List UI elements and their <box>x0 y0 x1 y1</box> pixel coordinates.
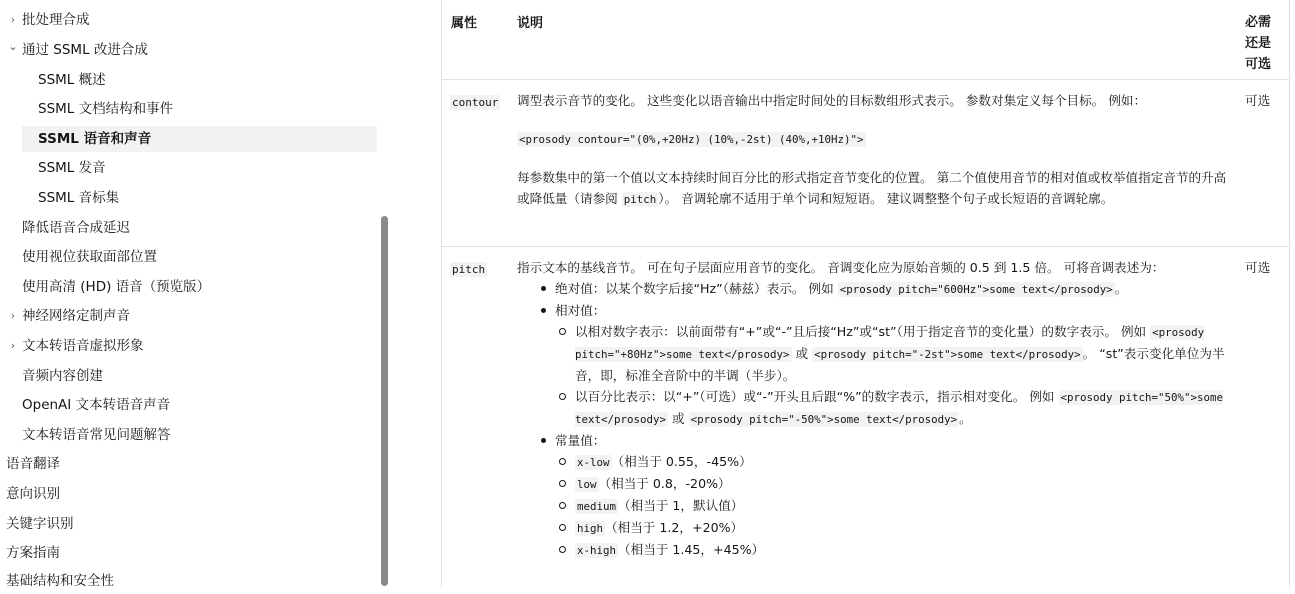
text-span: 相对值： <box>555 303 606 318</box>
sidebar-item-ssml-structure[interactable] <box>0 96 377 122</box>
sidebar-toc <box>0 0 392 589</box>
sidebar-item-label: SSML 音标集 <box>38 190 120 206</box>
code-example <box>517 128 1229 150</box>
header-description: 说明 <box>517 16 544 31</box>
attribute-name: contour <box>452 96 499 109</box>
table-row-contour <box>442 80 1289 247</box>
sidebar-item-avatar[interactable] <box>0 333 377 359</box>
text-span: 绝对值：以某个数字后接“Hz”（赫兹）表示。 例如 <box>555 281 838 296</box>
attribute-cell <box>450 91 500 110</box>
code-snippet: <prosody pitch="-50%">some text</prosody> <box>690 413 958 426</box>
sidebar-item-infrastructure[interactable] <box>0 568 377 594</box>
list-item <box>555 539 1229 561</box>
pitch-value-list <box>517 278 1229 561</box>
list-item-constant <box>517 430 1229 561</box>
sidebar-item-faq[interactable] <box>0 422 377 448</box>
sidebar-item-label: SSML 发音 <box>38 160 106 176</box>
text-span: 常量值： <box>555 433 606 448</box>
code-snippet: high <box>577 522 604 535</box>
list-item <box>555 495 1229 517</box>
sidebar-item-label: 降低语音合成延迟 <box>22 220 130 236</box>
text-span: （相当于 0.55，-45%） <box>611 454 752 469</box>
sidebar-item-label: 关键字识别 <box>6 516 74 532</box>
sidebar-item-audio-content[interactable] <box>0 363 377 389</box>
relative-sublist <box>555 321 1229 430</box>
sidebar-item-scenarios[interactable] <box>0 540 377 566</box>
sidebar-item-ssml-voice[interactable] <box>22 126 377 152</box>
sidebar-item-ssml-improve[interactable] <box>0 37 377 63</box>
text-span: 以相对数字表示：以前面带有“+”或“-”且后接“Hz”或“st”（用于指定音节的变化量）的数字表示。 例如 <box>575 324 1151 339</box>
table-row-pitch <box>442 247 1289 587</box>
sidebar-item-batch-synthesis[interactable] <box>0 7 377 33</box>
sidebar-item-openai-voices[interactable] <box>0 392 377 418</box>
sidebar-item-label: 神经网络定制声音 <box>22 308 130 324</box>
sidebar-item-latency[interactable] <box>0 215 377 241</box>
sidebar-item-label: SSML 概述 <box>38 72 106 88</box>
sidebar-item-ssml-pronunciation[interactable] <box>0 155 377 181</box>
code-snippet: x-high <box>577 544 617 557</box>
list-item-relative <box>517 300 1229 430</box>
sidebar-item-label: 使用高清 (HD) 语音（预览版） <box>22 279 211 295</box>
sidebar-item-intent[interactable] <box>0 481 377 507</box>
sidebar-item-label: OpenAI 文本转语音声音 <box>22 397 171 413</box>
code-snippet: <prosody pitch="-2st">some text</prosody> <box>814 348 1081 361</box>
sidebar-item-label: 意向识别 <box>6 486 60 502</box>
attribute-table <box>441 0 1290 587</box>
sidebar-item-keyword[interactable] <box>0 511 377 537</box>
text-span: （相当于 0.8，-20%） <box>598 476 731 491</box>
sidebar-item-label: 使用视位获取面部位置 <box>22 249 157 265</box>
code-snippet: medium <box>577 500 617 513</box>
attribute-cell <box>450 258 487 277</box>
code-snippet: <prosody pitch="600Hz">some text</prosody> <box>839 283 1113 296</box>
code-snippet: x-low <box>577 456 610 469</box>
description-cell <box>517 257 1229 561</box>
sidebar-item-label: 通过 SSML 改进合成 <box>22 42 148 58</box>
sidebar-item-label: 基础结构和安全性 <box>6 573 114 589</box>
sidebar-item-speech-translation[interactable] <box>0 451 377 477</box>
text-span: 或 <box>668 411 689 426</box>
code-snippet: low <box>577 478 597 491</box>
table-header-row <box>442 0 1289 80</box>
sidebar-item-label: 文本转语音常见问题解答 <box>22 427 171 443</box>
sidebar-item-label: 音频内容创建 <box>22 368 103 384</box>
list-item <box>555 473 1229 495</box>
sidebar-item-label: 方案指南 <box>6 545 60 561</box>
text-span: ）。 音调轮廓不适用于单个词和短短语。 建议调整整个句子或长短语的音调轮廓。 <box>658 191 1114 206</box>
list-item <box>555 386 1229 430</box>
list-item-absolute <box>517 278 1229 300</box>
chevron-right-icon: › <box>10 339 16 352</box>
required-value: 可选 <box>1245 260 1271 275</box>
description-cell <box>517 90 1229 210</box>
attribute-name: pitch <box>452 263 486 276</box>
sidebar-item-hd-voice[interactable] <box>0 274 377 300</box>
header-required: 必需还是可选 <box>1245 15 1272 72</box>
chevron-down-icon: ⌄ <box>8 40 18 53</box>
description-text: 指示文本的基线音节。 可在句子层面应用音节的变化。 音调变化应为原始音频的 0.5 到 1.5 倍。 可将音调表述为： <box>517 260 1165 275</box>
sidebar-item-label: SSML 文档结构和事件 <box>38 101 174 117</box>
text-span: 以百分比表示：以“+”（可选）或“-”开头且后跟“%”的数字表示，指示相对变化。 例如 <box>575 389 1059 404</box>
main-content <box>392 0 1295 580</box>
chevron-right-icon: › <box>10 13 16 26</box>
sidebar-item-label: SSML 语音和声音 <box>38 131 152 147</box>
code-snippet: <prosody pitch="+80Hz">some text</prosody> <box>575 326 1205 361</box>
text-span: （相当于 1.2，+20%） <box>605 520 744 535</box>
sidebar-item-viseme[interactable] <box>0 244 377 270</box>
text-span: 。 “st”表示变化单位为半音，即，标准全音阶中的半调（半步）。 <box>575 346 1225 383</box>
code-snippet: <prosody contour="(0%,+20Hz) (10%,-2st) (40%,+10Hz)"> <box>519 133 864 146</box>
sidebar-scrollbar[interactable] <box>381 216 388 586</box>
text-span: 每参数集中的第一个值以文本持续时间百分比的形式指定音节变化的位置。 第二个值使用音节的相对值或枚举值指定音节的升高或降低量（请参阅 <box>517 170 1227 206</box>
sidebar-item-label: 批处理合成 <box>22 12 90 28</box>
text-span: 。 <box>1114 281 1128 296</box>
constant-sublist <box>555 451 1229 561</box>
chevron-right-icon: › <box>10 309 16 322</box>
header-attribute: 属性 <box>451 16 478 31</box>
list-item <box>555 451 1229 473</box>
text-span: 。 <box>959 411 972 426</box>
text-span: 或 <box>791 346 813 361</box>
required-value: 可选 <box>1245 93 1271 108</box>
description-text <box>517 167 1229 210</box>
text-span: （相当于 1.45，+45%） <box>618 542 765 557</box>
description-text: 调型表示音节的变化。 这些变化以语音输出中指定时间处的目标数组形式表示。 参数对集定义每个目标。 例如： <box>517 93 1147 108</box>
list-item <box>555 321 1229 386</box>
sidebar-item-label: 文本转语音虚拟形象 <box>22 338 144 354</box>
sidebar-item-custom-neural[interactable] <box>0 303 377 329</box>
sidebar-item-ssml-phonetic[interactable] <box>0 185 377 211</box>
sidebar-item-label: 语音翻译 <box>6 456 60 472</box>
code-snippet: <prosody pitch="50%">some text</prosody> <box>575 391 1224 426</box>
sidebar-item-ssml-overview[interactable] <box>0 67 377 93</box>
list-item <box>555 517 1229 539</box>
text-span: （相当于 1，默认值） <box>618 498 744 513</box>
code-link-pitch[interactable]: pitch <box>623 193 657 206</box>
